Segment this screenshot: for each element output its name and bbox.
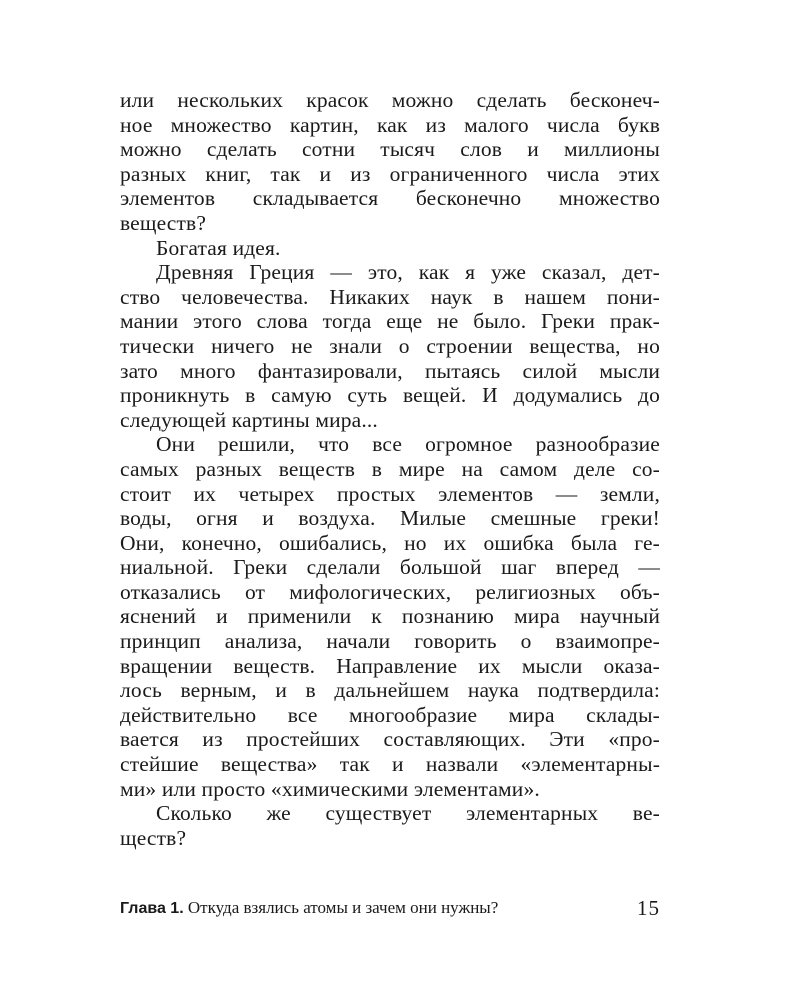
text-line: действительно все многообразие мира склады- [120,702,660,727]
text-line: яснений и применили к познанию мира научный [120,604,660,629]
running-header [120,898,498,918]
text-line: Богатая идея. [156,235,281,260]
text-line: следующей картины мира... [120,407,378,432]
text-line: ми» или просто «химическими элементами». [120,776,540,801]
text-line: или нескольких красок можно сделать бесконеч- [120,88,660,112]
text-line: элементов складывается бесконечно множество [120,186,660,211]
text-line: вращении веществ. Направление их мысли оказа- [120,653,660,678]
text-line: зато много фантазировали, пытаясь силой мысли [120,358,660,383]
text-line: стоит их четырех простых элементов — земли, [120,481,660,506]
text-line: ство человечества. Никаких наук в нашем пони- [120,284,660,309]
text-line: отказались от мифологических, религиозных объ- [120,579,660,604]
text-line: проникнуть в самую суть вещей. И додумались до [120,383,660,408]
text-line: воды, огня и воздуха. Милые смешные греки! [120,506,660,531]
chapter-label: Глава 1. [120,900,184,917]
text-line: ниальной. Греки сделали большой шаг вперед — [120,555,660,580]
body-text [120,88,660,850]
text-line: Древняя Греция — это, как я уже сказал, дет- [156,260,660,285]
text-line: Они, конечно, ошибались, но их ошибка была ге- [120,530,660,555]
text-line: веществ? [120,210,207,235]
text-line: тически ничего не знали о строении вещества, но [120,333,660,358]
text-line: Они решили, что все огромное разнообразие [156,432,660,457]
text-line: разных книг, так и из ограниченного числа этих [120,161,660,186]
chapter-title: Откуда взялись атомы и зачем они нужны? [183,898,499,917]
page-footer [120,896,660,922]
text-line: самых разных веществ в мире на самом деле со- [120,456,660,481]
text-line: принцип анализа, начали говорить о взаимопре- [120,629,660,654]
text-line: ществ? [120,825,187,850]
text-line: мании этого слова тогда еще не было. Греки прак- [120,309,660,334]
text-line: лось верным, и в дальнейшем наука подтвердила: [120,678,660,703]
text-line: стейшие вещества» так и назвали «элементарны- [120,752,660,777]
text-line: ное множество картин, как из малого числа букв [120,112,660,137]
text-line: вается из простейших составляющих. Эти «про- [120,727,660,752]
text-line: можно сделать сотни тысяч слов и миллионы [120,137,660,162]
text-line: Сколько же существует элементарных ве- [156,801,660,826]
page-number: 15 [637,896,660,920]
